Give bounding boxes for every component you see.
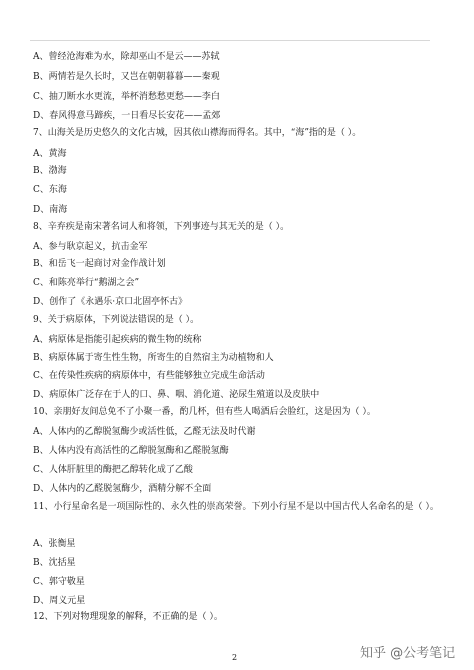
text-line: 12、下列对物理现象的解释，不正确的是（ ）。 xyxy=(33,612,223,622)
text-line: C、郭守敬星 xyxy=(33,577,85,587)
text-line: D、病原体广泛存在于人的口、鼻、咽、消化道、泌尿生殖道以及皮肤中 xyxy=(33,390,320,400)
text-line: D、人体内的乙醛脱氢酶少，酒精分解不全面 xyxy=(33,484,212,494)
text-line: D、南海 xyxy=(33,205,68,215)
text-line: A、参与耿京起义，抗击金军 xyxy=(33,242,148,252)
text-line: A、曾经沧海难为水，除却巫山不是云——苏轼 xyxy=(33,52,220,62)
text-line: A、张衡星 xyxy=(33,539,76,549)
text-line: 8、辛弃疾是南宋著名词人和将领，下列事迹与其无关的是（ ）。 xyxy=(33,222,290,232)
text-line: A、黄海 xyxy=(33,149,67,159)
text-line: A、人体内的乙醇脱氢酶少或活性低，乙醛无法及时代谢 xyxy=(33,427,256,437)
text-line: C、抽刀断水水更流，举杯消愁愁更愁——李白 xyxy=(33,92,220,102)
text-line: B、病原体属于寄生性生物，所寄生的自然宿主为动植物和人 xyxy=(33,353,274,363)
page-number: 2 xyxy=(232,653,238,662)
text-line: C、人体肝脏里的酶把乙醇转化成了乙酸 xyxy=(33,465,193,475)
text-line: 9、关于病原体，下列说法错误的是（ ）。 xyxy=(33,315,200,325)
top-rule xyxy=(30,40,430,41)
text-line: 10、亲朋好友间总免不了小聚一番，酌几杯，但有些人喝酒后会脸红，这是因为（ ）。 xyxy=(33,407,376,417)
text-line: D、春风得意马蹄疾，一日看尽长安花——孟郊 xyxy=(33,111,221,121)
text-line: C、东海 xyxy=(33,185,67,195)
text-line: A、病原体是指能引起疾病的微生物的统称 xyxy=(33,335,202,345)
text-line: B、人体内没有高活性的乙醇脱氢酶和乙醛脱氢酶 xyxy=(33,446,229,456)
text-line: B、和岳飞一起商讨对金作战计划 xyxy=(33,259,166,269)
text-line: 7、山海关是历史悠久的文化古城，因其依山襟海而得名。其中，“海”指的是（ ）。 xyxy=(33,128,362,138)
text-line: B、沈括星 xyxy=(33,558,76,568)
text-line: D、周义元星 xyxy=(33,596,86,606)
text-line: D、创作了《永遇乐·京口北固亭怀古》 xyxy=(33,297,188,307)
text-line: C、在传染性疾病的病原体中，有些能够独立完成生命活动 xyxy=(33,371,265,381)
watermark: 知乎 @公考笔记 xyxy=(360,646,456,661)
text-line: B、两情若是久长时，又岂在朝朝暮暮——秦观 xyxy=(33,72,220,82)
text-line: 11、小行星命名是一项国际性的、永久性的崇高荣誉。下列小行星不是以中国古代人名命名的是（ ）。 xyxy=(33,502,439,512)
text-line: B、渤海 xyxy=(33,166,67,176)
text-line: C、和陈亮举行“鹅湖之会” xyxy=(33,278,140,288)
